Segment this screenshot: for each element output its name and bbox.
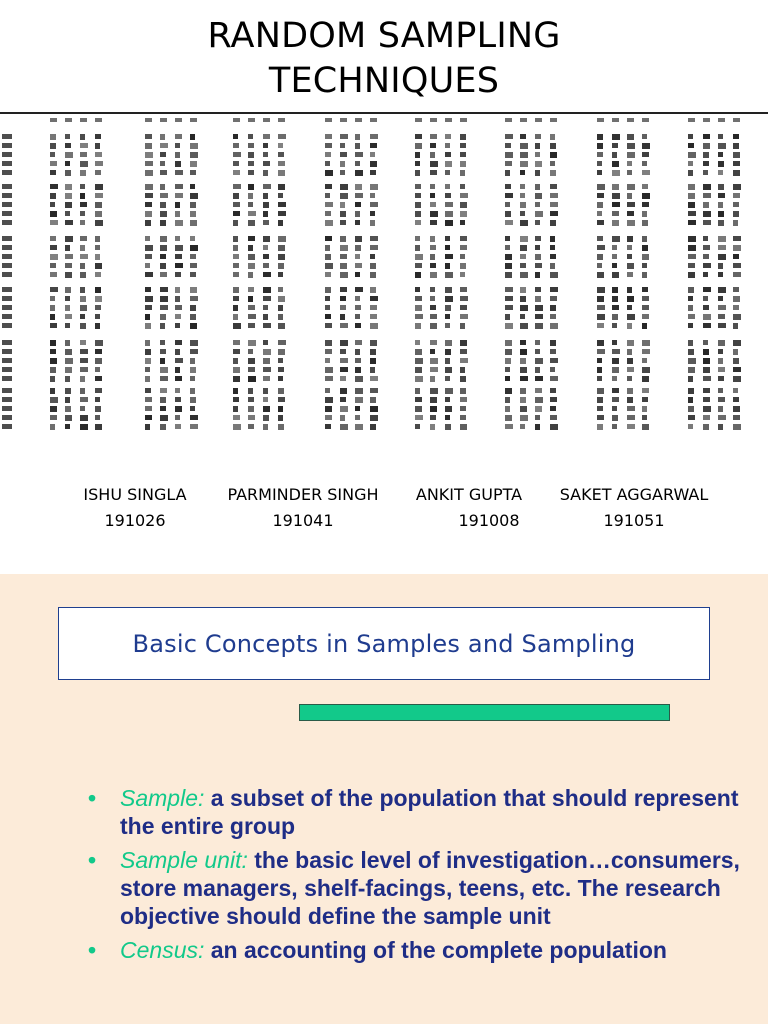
bullet-icon: • bbox=[88, 785, 97, 811]
bullet-icon: • bbox=[88, 847, 97, 873]
author-4 bbox=[548, 482, 720, 534]
random-number-table bbox=[0, 112, 768, 432]
bullet-item bbox=[88, 936, 748, 964]
bullet-term: Sample unit: bbox=[120, 847, 248, 873]
bullet-item bbox=[88, 784, 748, 840]
author-id: 191041 bbox=[272, 511, 334, 530]
author-3 bbox=[404, 482, 534, 534]
slide-title bbox=[0, 14, 768, 104]
accent-bar bbox=[299, 704, 670, 721]
bullet-text: an accounting of the complete population bbox=[204, 937, 667, 963]
bullet-text: the basic level of investigation…consumers, store managers, shelf-facings, teens, etc. The research objective should define the sample unit bbox=[120, 847, 740, 929]
author-name: PARMINDER SINGH bbox=[227, 485, 379, 504]
random-number-table-image bbox=[0, 112, 768, 432]
author-name: ISHU SINGLA bbox=[83, 485, 187, 504]
table-texture bbox=[2, 118, 741, 430]
author-2 bbox=[212, 482, 394, 534]
concepts-slide bbox=[0, 574, 768, 1024]
slide-heading: Basic Concepts in Samples and Sampling bbox=[132, 629, 636, 658]
author-name: ANKIT GUPTA bbox=[415, 485, 523, 504]
author-1 bbox=[60, 482, 210, 534]
bullet-term: Census: bbox=[120, 937, 205, 963]
bullet-icon: • bbox=[88, 937, 97, 963]
bullet-term: Sample: bbox=[120, 785, 205, 811]
author-name: SAKET AGGARWAL bbox=[559, 485, 709, 504]
bullet-item bbox=[88, 846, 748, 930]
heading-box bbox=[58, 607, 710, 680]
author-id: 191026 bbox=[104, 511, 166, 530]
bullet-text: a subset of the population that should represent the entire group bbox=[120, 785, 739, 839]
bullet-list bbox=[88, 784, 748, 970]
author-id: 191008 bbox=[458, 511, 520, 530]
author-id: 191051 bbox=[603, 511, 665, 530]
title-line-1: RANDOM SAMPLING bbox=[207, 16, 561, 56]
title-line-2: TECHNIQUES bbox=[268, 61, 500, 101]
